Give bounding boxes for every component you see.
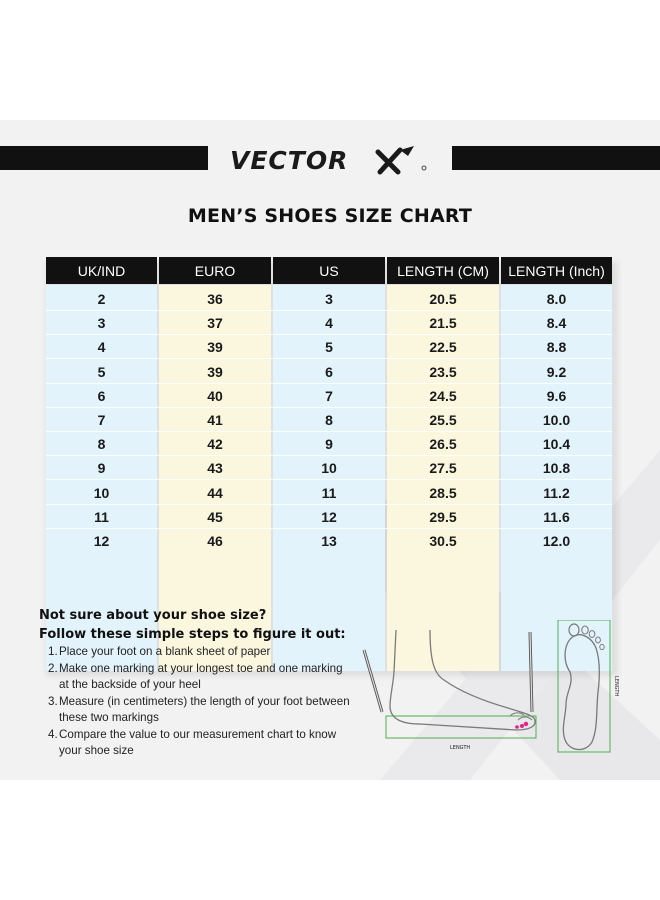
table-row	[46, 311, 612, 335]
table-cell: 40	[207, 387, 223, 404]
step-line	[39, 710, 379, 727]
header-bar-right	[452, 146, 660, 170]
step-line	[39, 694, 379, 711]
table-cell: 36	[207, 291, 223, 307]
table-cell: 21.5	[429, 315, 457, 332]
table-cell: 22.5	[429, 339, 457, 356]
top-foot-drawing	[563, 624, 604, 750]
table-cell: 7	[325, 387, 333, 404]
table-cell: 43	[207, 460, 223, 477]
step-number: 4.	[48, 727, 58, 741]
table-cell: 11.6	[543, 508, 570, 525]
table-row	[46, 456, 612, 480]
table-cell: 11	[94, 508, 109, 525]
step-text: at the backside of your heel	[59, 678, 201, 691]
table-cell: 27.5	[429, 460, 457, 477]
step-line	[39, 677, 379, 694]
table-cell: 26.5	[429, 436, 457, 453]
help-section	[39, 606, 346, 644]
table-cell: 5	[325, 339, 333, 356]
table-row	[46, 360, 612, 384]
table-cell: 20.5	[429, 291, 457, 307]
table-cell: 6	[97, 387, 106, 404]
pencil-right-icon	[530, 632, 532, 712]
top-length-label: LENGTH	[613, 676, 619, 697]
table-cell: 44	[207, 484, 223, 501]
table-cell: 3	[97, 315, 106, 332]
step-line	[39, 727, 379, 744]
table-row	[46, 481, 612, 505]
table-cell: 25.5	[429, 412, 457, 428]
table-cell: 13	[321, 533, 337, 549]
table-cell: 10	[321, 460, 337, 477]
chart-title: MEN’S SHOES SIZE CHART	[187, 205, 473, 227]
step-text: these two markings	[59, 711, 159, 724]
svg-text:VECTOR: VECTOR	[230, 146, 349, 175]
table-cell: 37	[207, 315, 223, 332]
table-cell: 29.5	[429, 508, 457, 525]
table-cell: 24.5	[429, 387, 457, 404]
table-cell: 28.5	[429, 484, 457, 501]
table-cell: 41	[207, 412, 223, 428]
table-cell: 9	[97, 460, 106, 477]
side-foot-drawing	[390, 630, 535, 730]
vector-x-logo	[228, 142, 438, 176]
table-cell: 4	[325, 315, 333, 332]
step-line	[39, 644, 379, 661]
pencil-left-icon	[364, 650, 382, 712]
table-row	[46, 505, 612, 529]
table-cell: 3	[325, 291, 333, 307]
table-cell: 9	[325, 436, 333, 453]
table-row	[46, 432, 612, 456]
table-cell: 12.0	[542, 533, 571, 549]
step-number: 3.	[48, 694, 58, 708]
table-cell: 9.6	[546, 387, 567, 404]
side-length-label: LENGTH	[450, 745, 471, 751]
table-cell: 8.0	[546, 291, 567, 307]
table-cell: 8	[325, 412, 333, 428]
table-cell: 45	[207, 508, 223, 525]
table-cell: 8	[97, 436, 106, 453]
table-cell: 30.5	[429, 533, 457, 549]
table-cell: 10.0	[542, 412, 571, 428]
table-row	[46, 335, 612, 359]
table-row	[46, 408, 612, 432]
column-header: LENGTH (Inch)	[501, 257, 612, 284]
step-text: Compare the value to our measurement chart to know	[59, 727, 337, 741]
column-header: US	[273, 257, 385, 284]
table-cell: 9.2	[546, 363, 567, 380]
table-cell: 2	[97, 291, 106, 307]
step-text: your shoe size	[59, 744, 134, 757]
step-text: Place your foot on a blank sheet of paper	[59, 645, 271, 658]
foot-measurement-illustration	[360, 620, 630, 760]
table-cell: 11	[321, 484, 337, 501]
table-cell: 8.8	[546, 339, 567, 356]
steps-list	[39, 644, 379, 760]
table-header	[46, 257, 612, 284]
table-cell: 12	[93, 533, 110, 549]
column-header: EURO	[159, 257, 271, 284]
table-cell: 10.8	[542, 460, 571, 477]
step-number: 2.	[48, 661, 58, 675]
table-row	[46, 529, 612, 553]
help-subtitle: Follow these simple steps to figure it out:	[39, 627, 346, 642]
table-cell: 46	[207, 533, 223, 549]
column-header: UK/IND	[46, 257, 157, 284]
step-line	[39, 661, 379, 678]
header-bar-left	[0, 146, 208, 170]
table-cell: 12	[321, 508, 337, 525]
table-row	[46, 384, 612, 408]
top-length-bracket	[558, 620, 610, 752]
step-text: Make one marking at your longest toe and one marking	[59, 661, 343, 675]
table-cell: 10.4	[542, 436, 571, 453]
table-row	[46, 287, 612, 311]
table-cell: 6	[325, 363, 333, 380]
table-cell: 4	[97, 339, 106, 356]
step-line	[39, 743, 379, 760]
table-cell: 42	[207, 436, 223, 453]
table-cell: 39	[207, 339, 223, 356]
table-cell: 11.2	[543, 484, 570, 501]
help-question: Not sure about your shoe size?	[39, 608, 267, 623]
table-cell: 5	[97, 363, 106, 380]
table-cell: 8.4	[546, 315, 567, 332]
table-cell: 10	[93, 484, 110, 501]
step-text: Measure (in centimeters) the length of your foot between	[59, 694, 350, 708]
table-cell: 23.5	[429, 363, 457, 380]
column-header: LENGTH (CM)	[387, 257, 499, 284]
table-cell: 39	[207, 363, 223, 380]
step-number: 1.	[48, 645, 58, 658]
table-cell: 7	[97, 412, 106, 428]
